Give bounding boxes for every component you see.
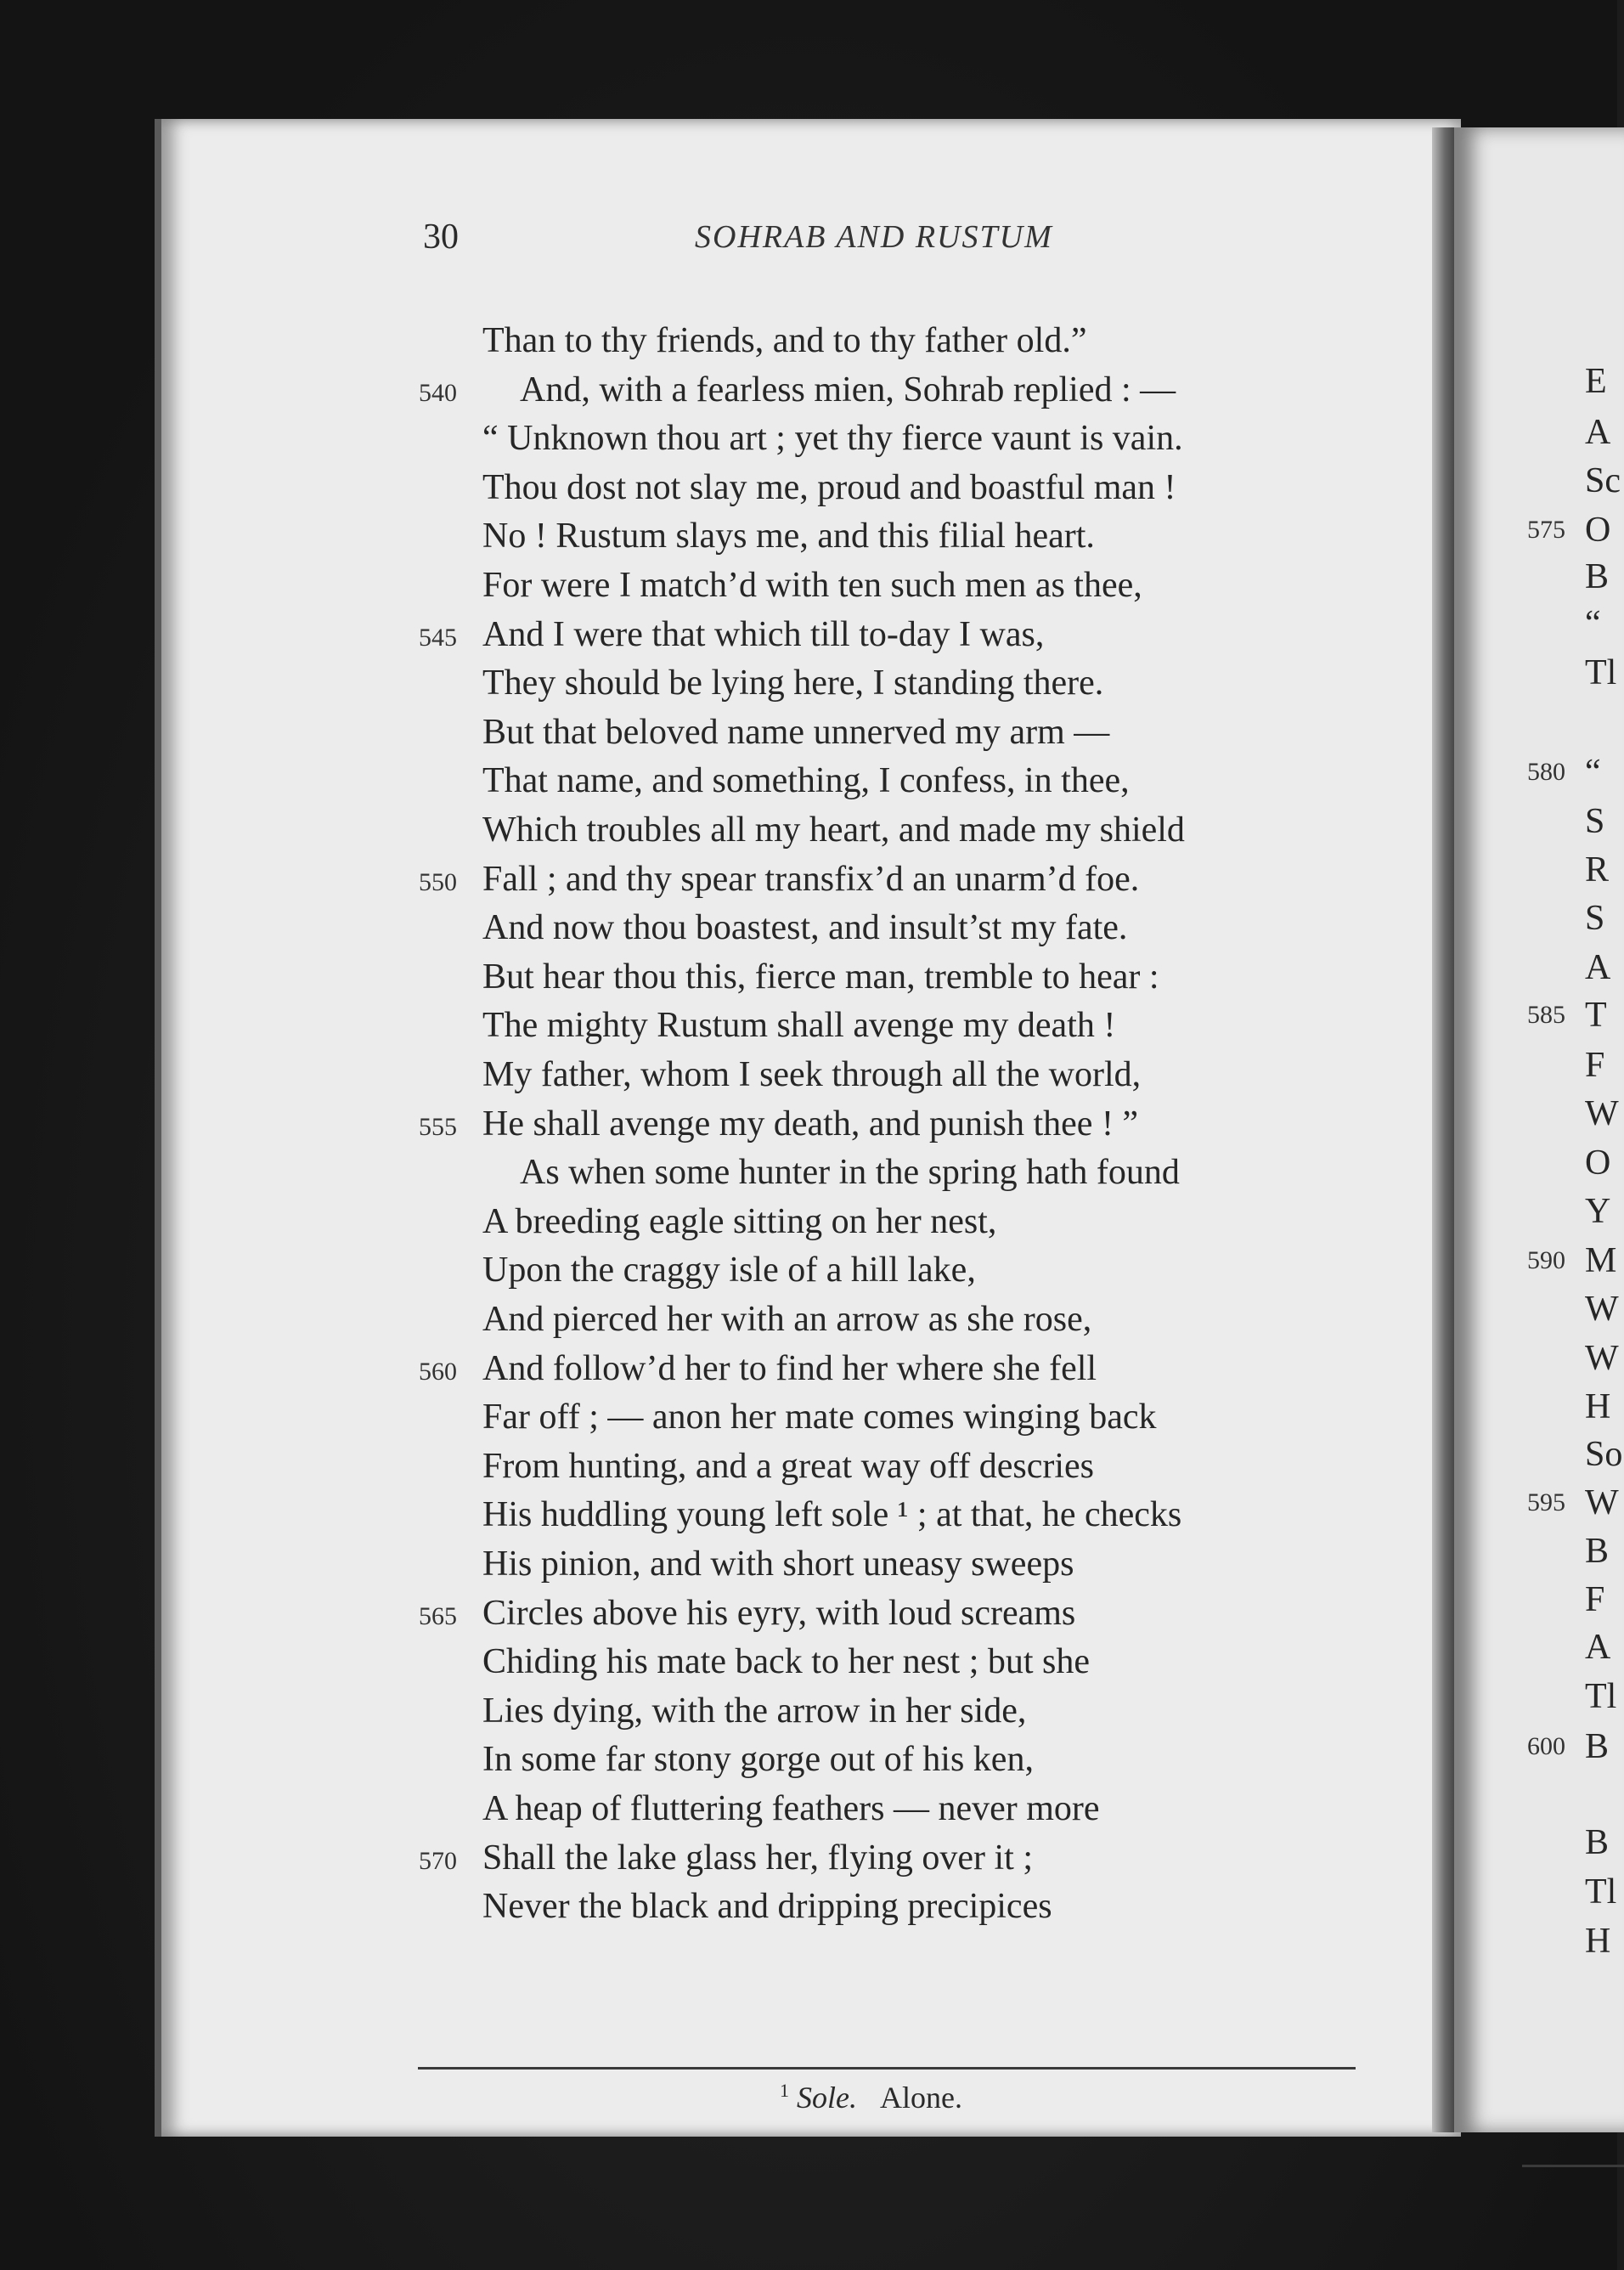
- facing-page-rule: [1522, 2165, 1624, 2167]
- poem-line: [0, 561, 1617, 610]
- poem-line: [0, 511, 1617, 561]
- facing-line-text: W: [1585, 1094, 1619, 1133]
- facing-line-number: 595: [1527, 1488, 1565, 1516]
- line-text: A breeding eagle sitting on her nest,: [482, 1201, 997, 1241]
- facing-line-text: Tl: [1585, 653, 1617, 692]
- facing-line-text: W: [1585, 1483, 1619, 1522]
- poem-line: [0, 316, 1617, 365]
- facing-line-text: A: [1585, 1628, 1611, 1667]
- poem-line: [0, 1686, 1617, 1736]
- facing-line-text: B: [1585, 1727, 1610, 1766]
- poem-line: [0, 1295, 1617, 1344]
- poem-line: [0, 1148, 1617, 1197]
- line-text: Thou dost not slay me, proud and boastful man !: [482, 467, 1176, 507]
- page-number: 30: [423, 217, 459, 257]
- facing-line-text: O: [1585, 1143, 1611, 1183]
- line-text: Than to thy friends, and to thy father old.”: [482, 321, 1087, 360]
- line-text: In some far stony gorge out of his ken,: [482, 1740, 1034, 1780]
- line-text: Shall the lake glass her, flying over it ;: [482, 1838, 1034, 1878]
- facing-line-text: A: [1585, 413, 1611, 452]
- poem-line: [0, 1784, 1617, 1833]
- facing-line-text: W: [1585, 1339, 1619, 1378]
- facing-line-text: W: [1585, 1290, 1619, 1329]
- poem-line: [0, 1099, 1617, 1149]
- line-text: For were I match’d with ten such men as thee,: [482, 566, 1142, 605]
- line-text: Circles above his eyry, with loud screams: [482, 1593, 1076, 1633]
- line-text: And I were that which till to-day I was,: [482, 614, 1045, 654]
- line-number: 550: [419, 867, 457, 896]
- poem-line: [0, 1833, 1617, 1883]
- facing-line-text: T: [1585, 996, 1607, 1035]
- line-text: And, with a fearless mien, Sohrab replied : —: [520, 370, 1176, 409]
- poem-line: [0, 903, 1617, 952]
- facing-line-number: 585: [1527, 1001, 1565, 1029]
- line-text: A heap of fluttering feathers — never more: [482, 1789, 1100, 1828]
- poem-line: [0, 756, 1617, 805]
- line-number: 560: [419, 1357, 457, 1386]
- line-number: 555: [419, 1112, 457, 1141]
- poem-line: [0, 1344, 1617, 1393]
- poem-line: [0, 1735, 1617, 1784]
- poem-line: [0, 414, 1617, 463]
- running-title: SOHRAB AND RUSTUM: [695, 219, 1053, 255]
- line-text: Chiding his mate back to her nest ; but she: [482, 1642, 1091, 1682]
- facing-line-text: Y: [1585, 1192, 1611, 1231]
- line-text: As when some hunter in the spring hath found: [520, 1153, 1180, 1193]
- footnote-mark: 1: [780, 2080, 789, 2101]
- facing-line-text: O: [1585, 511, 1611, 550]
- poem-line: [0, 1637, 1617, 1686]
- facing-line-text: Tl: [1585, 1872, 1617, 1911]
- line-text: Far off ; — anon her mate comes winging back: [482, 1398, 1157, 1437]
- facing-line-text: F: [1585, 1580, 1605, 1619]
- facing-line-text: M: [1585, 1241, 1617, 1280]
- line-number: 565: [419, 1601, 457, 1630]
- line-text: No ! Rustum slays me, and this filial heart.: [482, 517, 1095, 556]
- poem-line: [0, 1001, 1617, 1050]
- footnote-rule: [418, 2067, 1356, 2070]
- footnote-term: Sole.: [797, 2081, 857, 2115]
- facing-line-number: 590: [1527, 1246, 1565, 1274]
- line-text: But that beloved name unnerved my arm —: [482, 712, 1110, 752]
- facing-line-text: H: [1585, 1922, 1611, 1961]
- poem-line: [0, 1050, 1617, 1099]
- poem-line: [0, 1197, 1617, 1246]
- poem-line: [0, 1392, 1617, 1442]
- line-text: His pinion, and with short uneasy sweeps: [482, 1544, 1074, 1584]
- running-head: [0, 217, 1617, 268]
- poem-line: [0, 805, 1617, 855]
- poem-line: [0, 610, 1617, 659]
- poem-line: [0, 1882, 1617, 1931]
- line-number: 545: [419, 623, 457, 652]
- facing-line-text: E: [1585, 362, 1607, 401]
- line-text: His huddling young left sole ¹ ; at that, he checks: [482, 1495, 1182, 1535]
- facing-line-text: S: [1585, 802, 1605, 841]
- facing-line-number: 600: [1527, 1732, 1565, 1760]
- line-text: And pierced her with an arrow as she rose,: [482, 1300, 1092, 1339]
- poem-line: [0, 708, 1617, 757]
- line-text: My father, whom I seek through all the world,: [482, 1055, 1142, 1094]
- line-text: The mighty Rustum shall avenge my death !: [482, 1006, 1116, 1046]
- facing-line-text: F: [1585, 1046, 1605, 1085]
- facing-line-number: 575: [1527, 516, 1565, 544]
- facing-line-text: S: [1585, 899, 1605, 938]
- line-text: But hear thou this, fierce man, tremble to hear :: [482, 957, 1159, 997]
- line-number: 570: [419, 1846, 457, 1875]
- line-text: Never the black and dripping precipices: [482, 1887, 1052, 1927]
- footnote: [780, 2080, 962, 2115]
- line-text: And follow’d her to find her where she fell: [482, 1348, 1097, 1388]
- poem-line: [0, 855, 1617, 904]
- line-text: Upon the craggy isle of a hill lake,: [482, 1251, 976, 1290]
- facing-line-text: B: [1585, 1532, 1610, 1571]
- facing-line-text: Tl: [1585, 1677, 1617, 1716]
- line-text: They should be lying here, I standing there.: [482, 663, 1104, 703]
- facing-line-text: So: [1585, 1435, 1623, 1474]
- facing-line-text: B: [1585, 557, 1610, 596]
- facing-line-text: “: [1585, 753, 1601, 792]
- line-text: That name, and something, I confess, in thee,: [482, 761, 1130, 801]
- line-text: Fall ; and thy spear transfix’d an unarm’d foe.: [482, 859, 1140, 899]
- poem-line: [0, 1442, 1617, 1491]
- footnote-text: Alone.: [879, 2081, 962, 2115]
- facing-line-text: R: [1585, 850, 1610, 889]
- line-text: And now thou boastest, and insult’st my fate.: [482, 908, 1128, 948]
- poem-line: [0, 1245, 1617, 1295]
- poem-line: [0, 1539, 1617, 1589]
- facing-line-text: B: [1585, 1823, 1610, 1862]
- line-text: From hunting, and a great way off descries: [482, 1446, 1095, 1486]
- facing-line-text: “: [1585, 604, 1601, 643]
- poem-line: [0, 1490, 1617, 1539]
- poem-line: [0, 1589, 1617, 1638]
- poem-line: [0, 952, 1617, 1002]
- line-text: “ Unknown thou art ; yet thy fierce vaunt is vain.: [482, 419, 1183, 459]
- poem-line: [0, 658, 1617, 708]
- facing-line-text: H: [1585, 1387, 1611, 1426]
- line-text: Lies dying, with the arrow in her side,: [482, 1691, 1027, 1731]
- poem-line: [0, 365, 1617, 415]
- line-text: He shall avenge my death, and punish thee ! ”: [482, 1104, 1139, 1143]
- facing-line-text: Sc: [1585, 461, 1621, 500]
- facing-line-number: 580: [1527, 758, 1565, 786]
- line-number: 540: [419, 378, 457, 407]
- facing-line-text: A: [1585, 948, 1611, 987]
- poem-line: [0, 463, 1617, 512]
- line-text: Which troubles all my heart, and made my shield: [482, 810, 1185, 850]
